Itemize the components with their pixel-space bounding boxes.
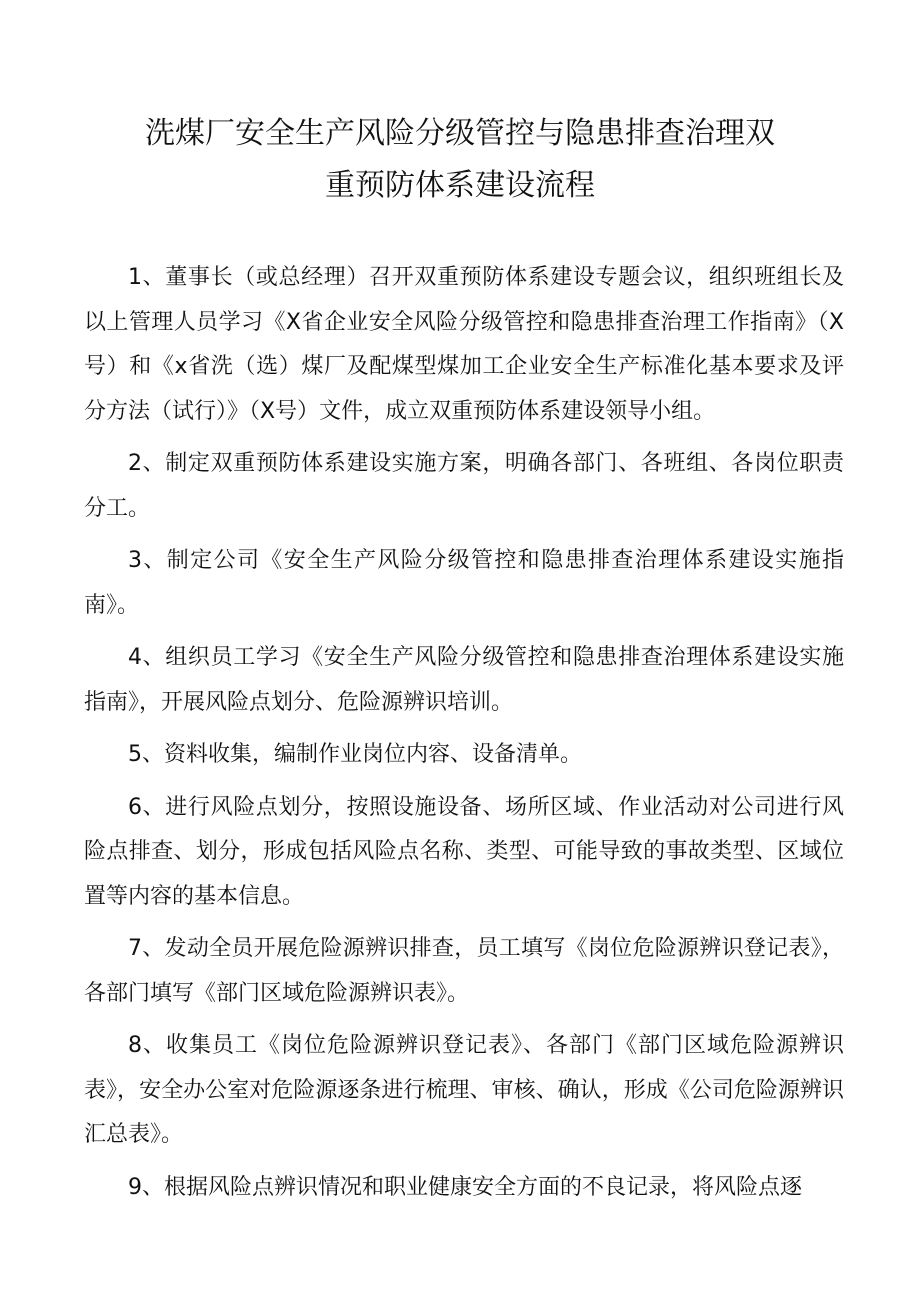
document-body	[84, 256, 844, 1218]
paragraph-4: 4、组织员工学习《安全生产风险分级管控和隐患排查治理体系建设实施指南》，开展风险点划分、危险源辨识培训。	[84, 645, 844, 715]
document-title	[80, 108, 840, 212]
paragraph-3: 3、制定公司《安全生产风险分级管控和隐患排查治理体系建设实施指南》。	[84, 548, 844, 618]
paragraph-7: 7、发动全员开展危险源辨识排查，员工填写《岗位危险源辨识登记表》，各部门填写《部门区域危险源辨识表》。	[84, 936, 844, 1006]
title-line-2: 重预防体系建设流程	[325, 168, 595, 203]
paragraph-9: 9、根据风险点辨识情况和职业健康安全方面的不良记录，将风险点逐	[128, 1174, 802, 1200]
paragraph-6: 6、进行风险点划分，按照设施设备、场所区域、作业活动对公司进行风险点排查、划分，形成包括风险点名称、类型、可能导致的事故类型、区域位置等内容的基本信息。	[84, 794, 844, 909]
paragraph-1: 1、董事长（或总经理）召开双重预防体系建设专题会议，组织班组长及以上管理人员学习《X省企业安全风险分级管控和隐患排查治理工作指南》（X号）和《x省洗（选）煤厂及配煤型煤加工企业安全生产标准化基本要求及评分方法（试行）》（X号）文件，成立双重预防体系建设领导小组。	[84, 265, 844, 424]
paragraph-5: 5、资料收集，编制作业岗位内容、设备清单。	[128, 742, 582, 767]
paragraph-8: 8、收集员工《岗位危险源辨识登记表》、各部门《部门区域危险源辨识表》，安全办公室对危险源逐条进行梳理、审核、确认，形成《公司危险源辨识汇总表》。	[84, 1033, 844, 1147]
title-line-1: 洗煤厂安全生产风险分级管控与隐患排查治理双	[145, 116, 775, 151]
paragraph-2: 2、制定双重预防体系建设实施方案，明确各部门、各班组、各岗位职责分工。	[84, 451, 844, 521]
